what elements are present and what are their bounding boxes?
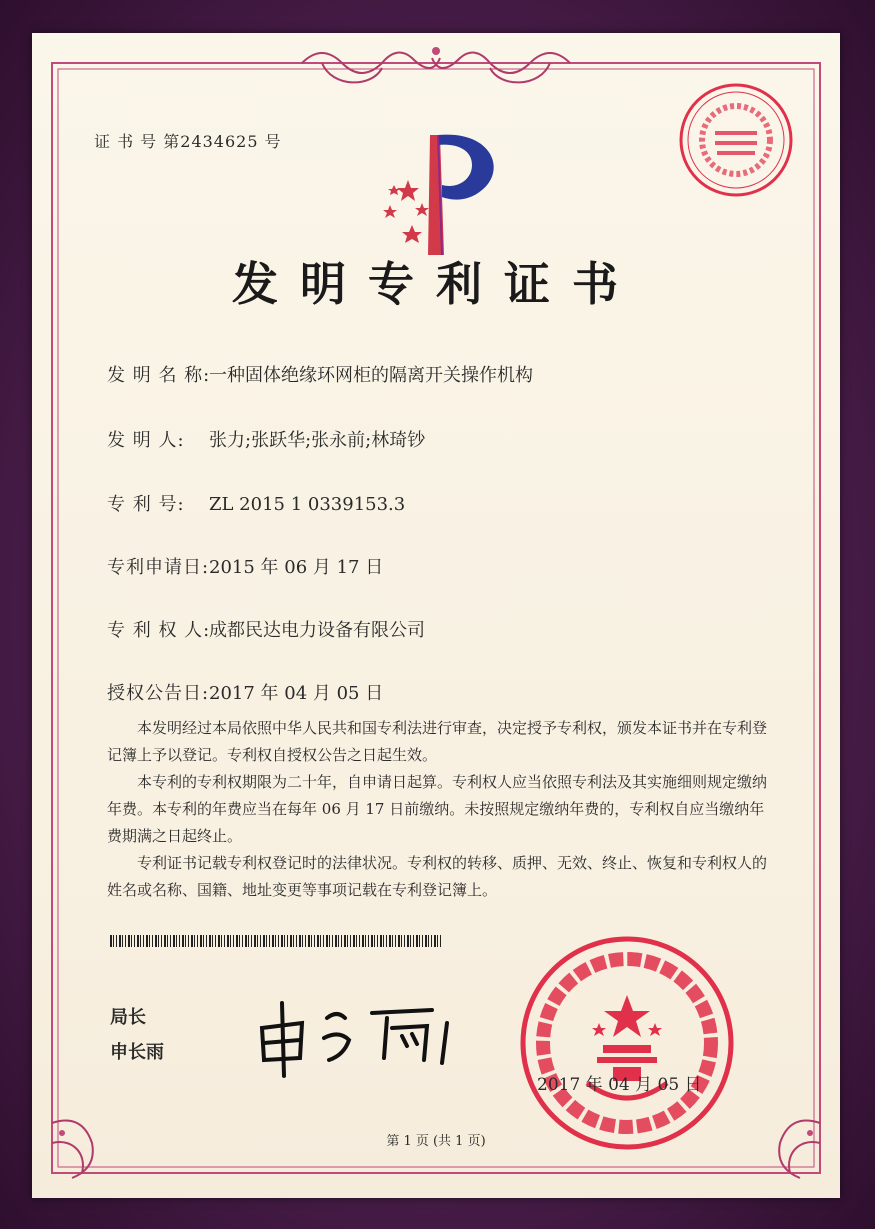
- field-value: 一种固体绝缘环网柜的隔离开关操作机构: [209, 365, 533, 386]
- page-info: 第 1 页 (共 1 页): [386, 1134, 486, 1149]
- tax-stamp-seal: [677, 81, 795, 199]
- field-invention-name: [107, 361, 533, 387]
- cnipa-logo-icon: [372, 125, 507, 260]
- field-label: 专 利 号:: [107, 494, 185, 515]
- document-title: 发明专利证书: [232, 257, 640, 311]
- field-inventors: [107, 426, 425, 452]
- certificate-number: 证 书 号 第2434625 号: [94, 132, 282, 151]
- field-label: 授权公告日:: [107, 683, 210, 704]
- field-application-date: [107, 553, 383, 579]
- handwritten-signature: [252, 988, 472, 1078]
- barcode: [110, 935, 442, 947]
- field-value: 2015 年 06 月 17 日: [209, 557, 384, 578]
- certificate-paper: [32, 33, 840, 1198]
- director-title: 局长: [110, 1007, 146, 1028]
- field-patent-number: [107, 490, 405, 516]
- field-grant-date: [107, 679, 383, 705]
- statement-paragraph: 本专利的专利权期限为二十年，自申请日起算。专利权人应当依照专利法及其实施细则规定缴纳年费。本专利的年费应当在每年 06 月 17 日前缴纳。未按照规定缴纳年费的，专利权自应当缴纳年费期满之日起终止。: [107, 773, 768, 845]
- statement-paragraph: 本发明经过本局依照中华人民共和国专利法进行审查，决定授予专利权，颁发本证书并在专利登记簿上予以登记。专利权自授权公告之日起生效。: [107, 719, 768, 764]
- state-ipo-seal: [517, 933, 737, 1153]
- field-label: 专 利 权 人:: [107, 620, 211, 641]
- field-value: 张力;张跃华;张永前;林琦钞: [209, 430, 426, 451]
- field-label: 发 明 名 称:: [107, 365, 211, 386]
- field-label: 发 明 人:: [107, 430, 185, 451]
- director-name: 申长雨: [110, 1042, 164, 1063]
- field-patentee: [107, 616, 425, 642]
- field-label: 专利申请日:: [107, 557, 210, 578]
- statement-paragraph: 专利证书记载专利权登记时的法律状况。专利权的转移、质押、无效、终止、恢复和专利权人的姓名或名称、国籍、地址变更等事项记载在专利登记簿上。: [107, 854, 768, 899]
- field-value: 2017 年 04 月 05 日: [209, 683, 384, 704]
- seal-date: 2017 年 04 月 05 日: [537, 1075, 702, 1095]
- statement-paragraphs: [107, 715, 767, 904]
- field-value: ZL 2015 1 0339153.3: [209, 494, 406, 515]
- field-value: 成都民达电力设备有限公司: [209, 620, 425, 641]
